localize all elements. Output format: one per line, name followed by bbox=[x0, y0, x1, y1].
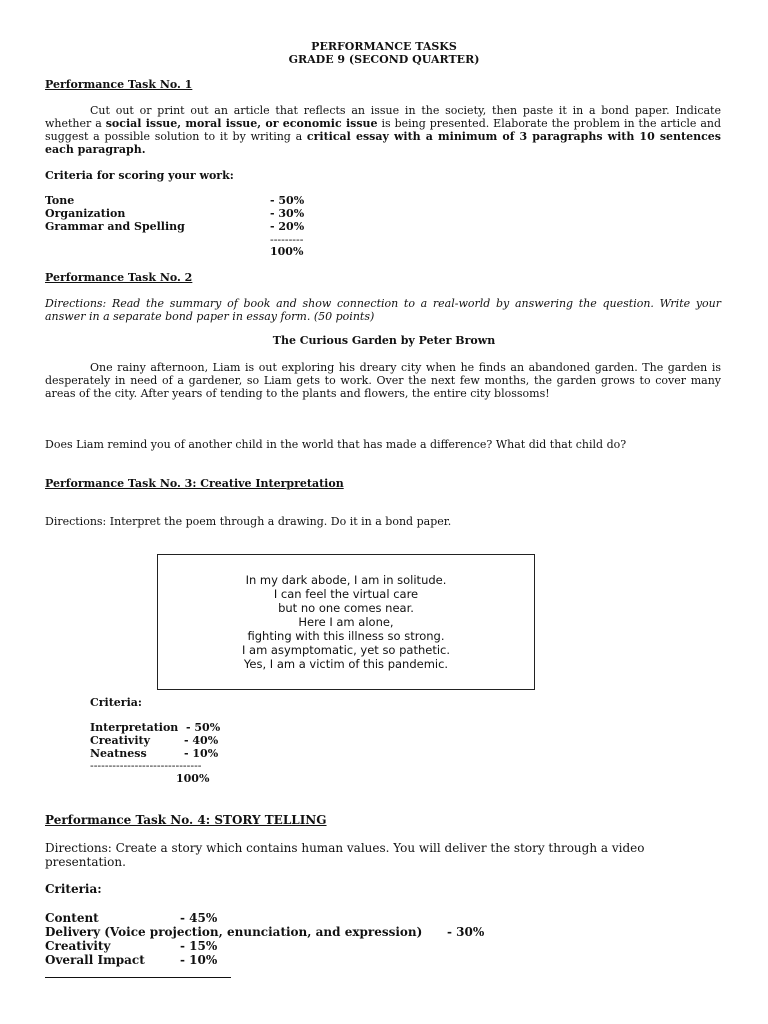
page-title: PERFORMANCE TASKS bbox=[311, 40, 457, 53]
task1-instructions bbox=[45, 104, 721, 156]
poem-line: Here I am alone, bbox=[298, 615, 394, 629]
criteria-name: Delivery (Voice projection, enunciation, and expression) bbox=[45, 925, 423, 939]
book-title: The Curious Garden by Peter Brown bbox=[272, 334, 496, 347]
criteria-name: Creativity bbox=[90, 734, 150, 747]
page-subtitle: GRADE 9 (SECOND QUARTER) bbox=[288, 53, 480, 66]
task1-issue-types: social issue, moral issue, or economic issue bbox=[105, 117, 378, 130]
task2-directions: Directions: Read the summary of book and show connection to a real-world by answering the question. Write your answer in a separate bond paper in essay form. (50 points) bbox=[45, 297, 721, 323]
criteria-value: - 40% bbox=[184, 734, 219, 747]
poem-line: Yes, I am a victim of this pandemic. bbox=[243, 657, 449, 671]
criteria-name: Organization bbox=[45, 207, 126, 220]
criteria-value: - 50% bbox=[270, 194, 305, 207]
criteria-value: - 15% bbox=[180, 939, 218, 953]
criteria-value: - 30% bbox=[447, 925, 485, 939]
task3-heading: Performance Task No. 3: Creative Interpretation bbox=[45, 477, 344, 490]
criteria-divider: --------- bbox=[270, 233, 304, 246]
poem-line: In my dark abode, I am in solitude. bbox=[245, 573, 447, 587]
task3-directions: Directions: Interpret the poem through a drawing. Do it in a bond paper. bbox=[45, 515, 452, 528]
task1-text-a: Cut out or print out an article that reflects an issue in the society, then paste it in a bond paper. Indicate whether a bbox=[45, 104, 721, 130]
task4-criteria-title: Criteria: bbox=[45, 882, 102, 896]
criteria-value: - 45% bbox=[180, 911, 218, 925]
criteria-name: Creativity bbox=[45, 939, 111, 953]
criteria-name: Neatness bbox=[90, 747, 147, 760]
criteria-value: - 20% bbox=[270, 220, 305, 233]
task2-question: Does Liam remind you of another child in the world that has made a difference? What did that child do? bbox=[45, 438, 627, 451]
poem-box bbox=[157, 554, 535, 690]
task1-heading: Performance Task No. 1 bbox=[45, 78, 193, 91]
task4-heading: Performance Task No. 4: STORY TELLING bbox=[45, 813, 327, 827]
poem-line: fighting with this illness so strong. bbox=[247, 629, 445, 643]
criteria-name: Content bbox=[45, 911, 99, 925]
poem bbox=[158, 573, 534, 671]
criteria-name: Tone bbox=[45, 194, 75, 207]
criteria-value: - 30% bbox=[270, 207, 305, 220]
criteria-total: 100% bbox=[176, 772, 210, 785]
criteria-value: - 10% bbox=[180, 953, 218, 967]
criteria-value: - 10% bbox=[184, 747, 219, 760]
poem-line: but no one comes near. bbox=[278, 601, 414, 615]
poem-line: I am asymptomatic, yet so pathetic. bbox=[241, 643, 451, 657]
task1-criteria-title: Criteria for scoring your work: bbox=[45, 169, 234, 182]
task2-heading: Performance Task No. 2 bbox=[45, 271, 193, 284]
criteria-name: Overall Impact bbox=[45, 953, 145, 967]
task1-essay-requirement: critical essay with a minimum of 3 paragraphs with 10 sentences each paragraph. bbox=[45, 130, 721, 156]
criteria-name: Interpretation bbox=[90, 721, 179, 734]
book-summary: One rainy afternoon, Liam is out exploring his dreary city when he finds an abandoned garden. The garden is desperately in need of a gardener, so Liam gets to work. Over the next few months, the garden grows to cover many areas of the city. After years of tending to the plants and flowers, the entire city blossoms! bbox=[45, 361, 721, 400]
criteria-total: 100% bbox=[270, 245, 304, 258]
criteria-value: - 50% bbox=[186, 721, 221, 734]
poem-line: I can feel the virtual care bbox=[273, 587, 419, 601]
task1-text-b: is being presented. Elaborate the problem in the article and suggest a possible solution to it by writing a bbox=[45, 117, 722, 143]
criteria-divider: ------------------------------ bbox=[90, 759, 202, 772]
criteria-name: Grammar and Spelling bbox=[45, 220, 185, 233]
task3-criteria-title: Criteria: bbox=[90, 696, 142, 709]
criteria-underline bbox=[45, 977, 231, 978]
task4-directions: Directions: Create a story which contains human values. You will deliver the story through a video presentation. bbox=[45, 841, 645, 869]
